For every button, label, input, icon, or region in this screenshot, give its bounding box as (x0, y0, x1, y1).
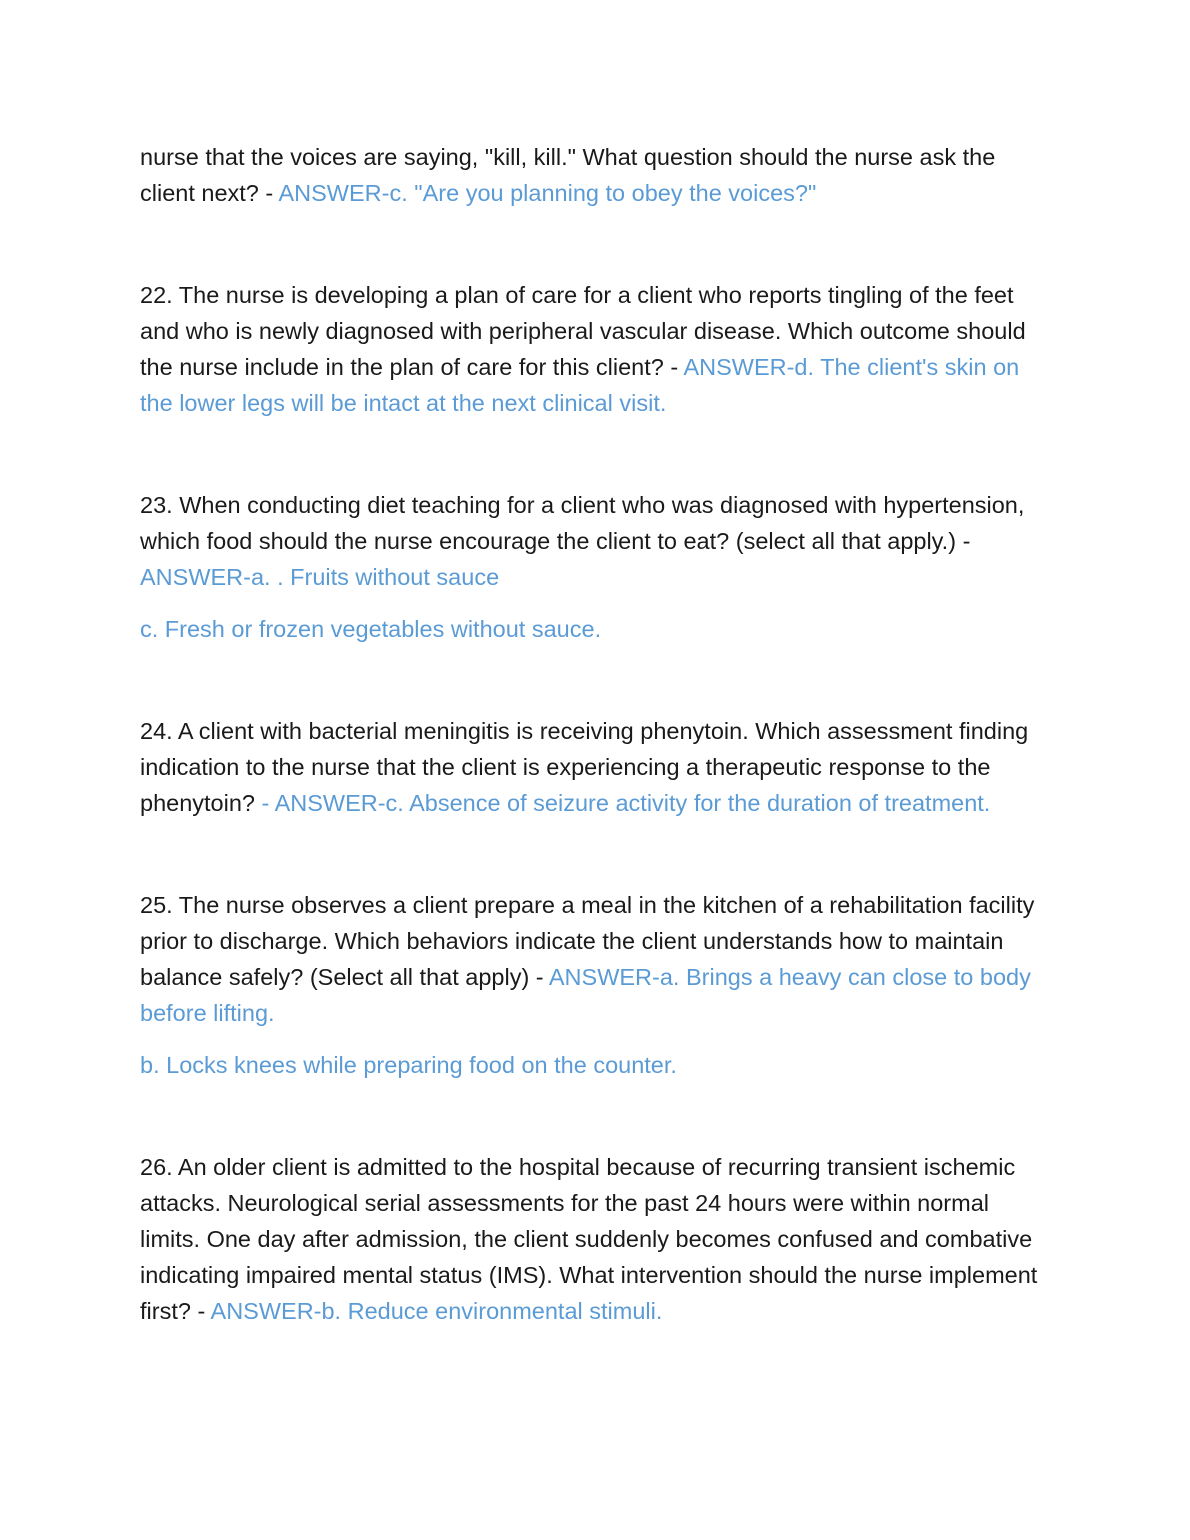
spacer (140, 1031, 1055, 1047)
question-text: nurse that the voices are saying, "kill, kill." What question should the nurse ask the client next? - (140, 144, 996, 206)
spacer (140, 647, 1055, 713)
document-page (140, 139, 1055, 1329)
spacer (140, 421, 1055, 487)
spacer (140, 211, 1055, 277)
question-text: 26. An older client is admitted to the hospital because of recurring transient ischemic attacks. Neurological serial assessments for the past 24 hours were within normal limits. One day after admission, the client suddenly becomes confused and combative indicating impaired mental status (IMS). What intervention should the nurse implement first? - (140, 1154, 1038, 1324)
answer-continuation: b. Locks knees while preparing food on the counter. (140, 1052, 677, 1078)
question-25 (140, 887, 1055, 1031)
answer-text: ANSWER-a. . Fruits without sauce (140, 564, 500, 590)
question-text: 22. The nurse is developing a plan of care for a client who reports tingling of the feet and who is newly diagnosed with peripheral vascular disease. Which outcome should the nurse include in the plan of care for this client? - (140, 282, 1026, 380)
question-text: 25. The nurse observes a client prepare a meal in the kitchen of a rehabilitation facility prior to discharge. Which behaviors indicate the client understands how to maintain balance safely? (Select all that apply) - (140, 892, 1035, 990)
answer-text: - ANSWER-c. Absence of seizure activity for the duration of treatment. (261, 790, 991, 816)
question-21-continued (140, 139, 1055, 211)
question-24 (140, 713, 1055, 821)
answer-continuation: c. Fresh or frozen vegetables without sauce. (140, 616, 602, 642)
answer-text: ANSWER-c. "Are you planning to obey the voices?" (278, 180, 817, 206)
question-text: 24. A client with bacterial meningitis is receiving phenytoin. Which assessment finding indication to the nurse that the client is experiencing a therapeutic response to the phenytoin? (140, 718, 1029, 816)
spacer (140, 1083, 1055, 1149)
question-26 (140, 1149, 1055, 1329)
question-23 (140, 487, 1055, 595)
answer-text: ANSWER-d. The client's skin on the lower legs will be intact at the next clinical visit. (140, 354, 1020, 416)
answer-text: ANSWER-b. Reduce environmental stimuli. (210, 1298, 663, 1324)
answer-text: ANSWER-a. Brings a heavy can close to body before lifting. (140, 964, 1031, 1026)
spacer (140, 821, 1055, 887)
question-22 (140, 277, 1055, 421)
question-text: 23. When conducting diet teaching for a client who was diagnosed with hypertension, which food should the nurse encourage the client to eat? (select all that apply.) - (140, 492, 1025, 554)
spacer (140, 595, 1055, 611)
